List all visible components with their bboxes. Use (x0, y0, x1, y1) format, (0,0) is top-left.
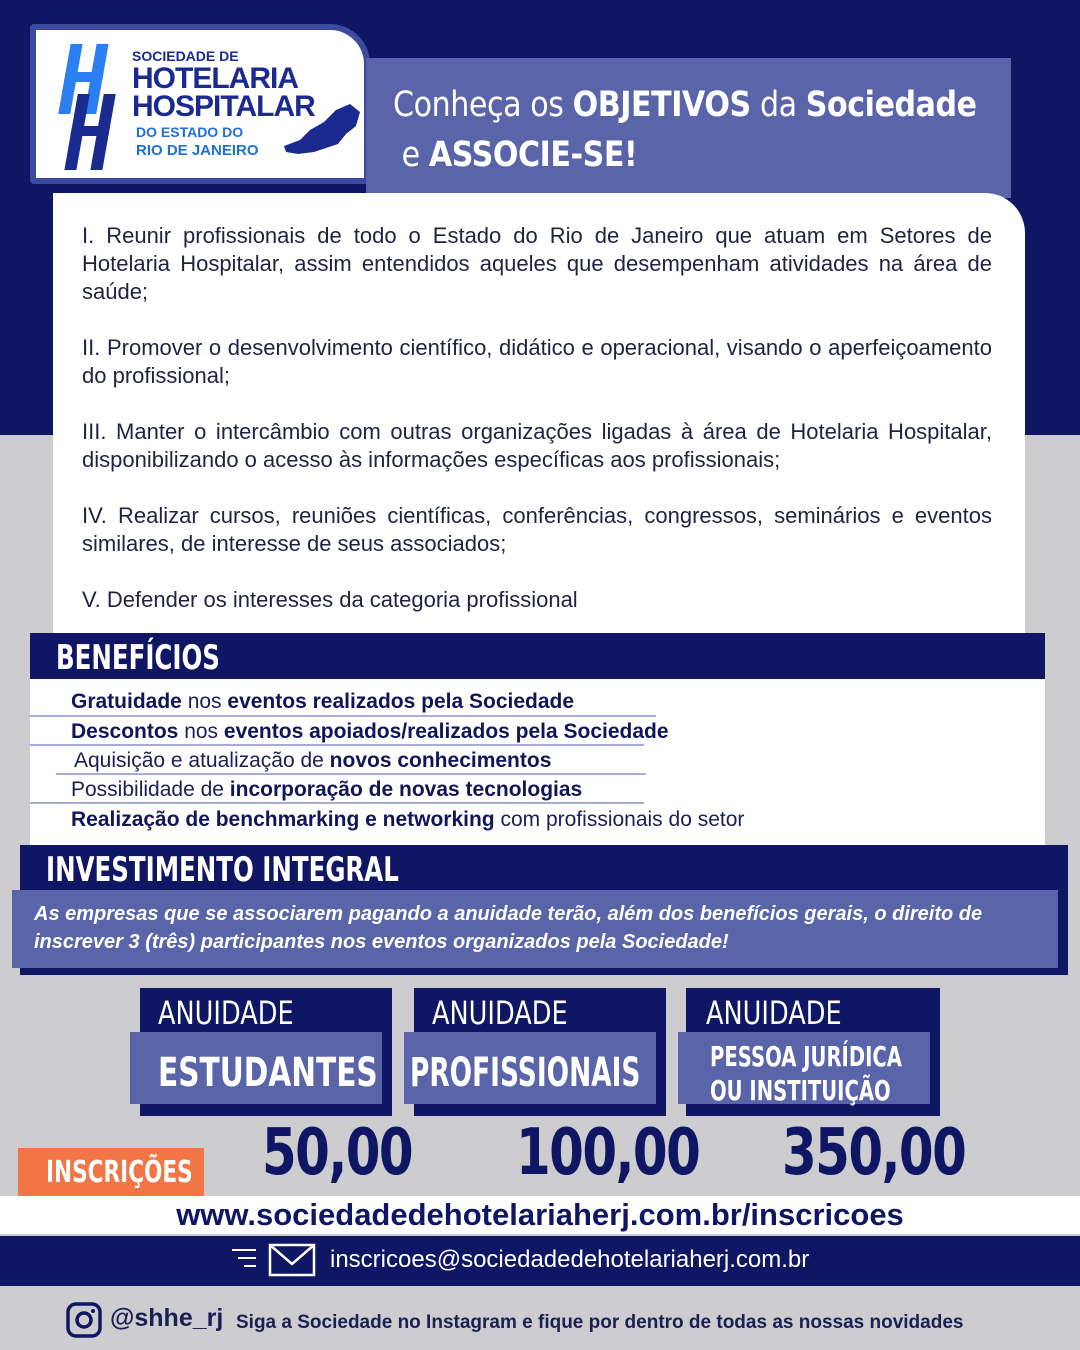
headline-text-2: da (750, 85, 806, 125)
benefit-item: Descontos nos eventos apoiados/realizados pela Sociedade (71, 720, 669, 743)
logo-text-line4: DO ESTADO DO (136, 124, 244, 140)
benefit-item: Possibilidade de incorporação de novas tecnologias (71, 778, 583, 801)
hh-logo-icon (50, 36, 130, 176)
instagram-icon[interactable] (66, 1302, 102, 1338)
benefit-divider (56, 773, 646, 775)
logo-text-line1: SOCIEDADE DE (132, 48, 239, 64)
registration-email-link[interactable]: inscricoes@sociedadedehotelariaherj.com.br (330, 1246, 810, 1273)
logo (30, 24, 370, 184)
price-company: 350,00 (782, 1116, 966, 1190)
price-label: ANUIDADE (706, 994, 842, 1032)
envelope-icon (232, 1242, 318, 1278)
objective-5: V. Defender os interesses da categoria profissional (82, 587, 578, 612)
benefit-item: Gratuidade nos eventos realizados pela Sociedade (71, 690, 575, 713)
objective-3: III. Manter o intercâmbio com outras organizações ligadas à área de Hotelaria Hospitalar, disponibilizando o acesso às informações específicas aos profissionais; (82, 419, 992, 472)
footer-text: Siga a Sociedade no Instagram e fique por dentro de todas as nossas novidades (236, 1312, 964, 1333)
headline-text-1: Conheça os (393, 85, 573, 125)
logo-text-line5: RIO DE JANEIRO (136, 142, 259, 159)
registration-url-link[interactable]: www.sociedadedehotelariaherj.com.br/inscricoes (176, 1197, 904, 1232)
price-name-company-line2: OU INSTITUIÇÃO (710, 1074, 891, 1107)
price-label: ANUIDADE (158, 994, 294, 1032)
benefit-item: Realização de benchmarking e networking com profissionais do setor (71, 808, 745, 831)
investment-text: As empresas que se associarem pagando a anuidade terão, além dos benefícios gerais, o direito de inscrever 3 (três) participantes nos eventos organizados pela Sociedade! (34, 903, 983, 953)
objective-4: IV. Realizar cursos, reuniões científicas, conferências, congressos, seminários e eventos similares, de interesse de seus associados; (82, 503, 992, 556)
benefit-divider (30, 744, 644, 746)
investment-title: INVESTIMENTO INTEGRAL (46, 850, 399, 890)
headline-text-3: e (401, 135, 429, 175)
logo-text-line3: HOSPITALAR (132, 90, 315, 123)
rio-map-icon (280, 100, 366, 160)
objective-2: II. Promover o desenvolvimento científico, didático e operacional, visando o aperfeiçoamento do profissional; (82, 335, 992, 388)
price-name-students: ESTUDANTES (158, 1050, 378, 1096)
headline-associe-se: ASSOCIE-SE! (428, 135, 638, 175)
price-students: 50,00 (262, 1116, 413, 1190)
headline (393, 80, 977, 180)
price-label: ANUIDADE (432, 994, 568, 1032)
benefit-divider (30, 715, 656, 717)
benefits-title: BENEFÍCIOS (56, 638, 220, 678)
headline-sociedade: Sociedade (805, 85, 977, 125)
headline-objetivos: OBJETIVOS (572, 85, 751, 125)
price-professionals: 100,00 (516, 1116, 700, 1190)
benefit-divider (30, 802, 644, 804)
price-name-company-line1: PESSOA JURÍDICA (710, 1040, 902, 1073)
registration-button-label[interactable]: INSCRIÇÕES (46, 1155, 193, 1190)
instagram-handle-link[interactable]: @shhe_rj (110, 1304, 224, 1332)
price-name-professionals: PROFISSIONAIS (410, 1050, 641, 1096)
objective-1: I. Reunir profissionais de todo o Estado do Rio de Janeiro que atuam em Setores de Hotelaria Hospitalar, assim entendidos aqueles que desempenham atividades na área de saúde; (82, 223, 992, 304)
benefit-item: Aquisição e atualização de novos conhecimentos (74, 749, 552, 772)
logo-text-line2: HOTELARIA (132, 62, 298, 95)
